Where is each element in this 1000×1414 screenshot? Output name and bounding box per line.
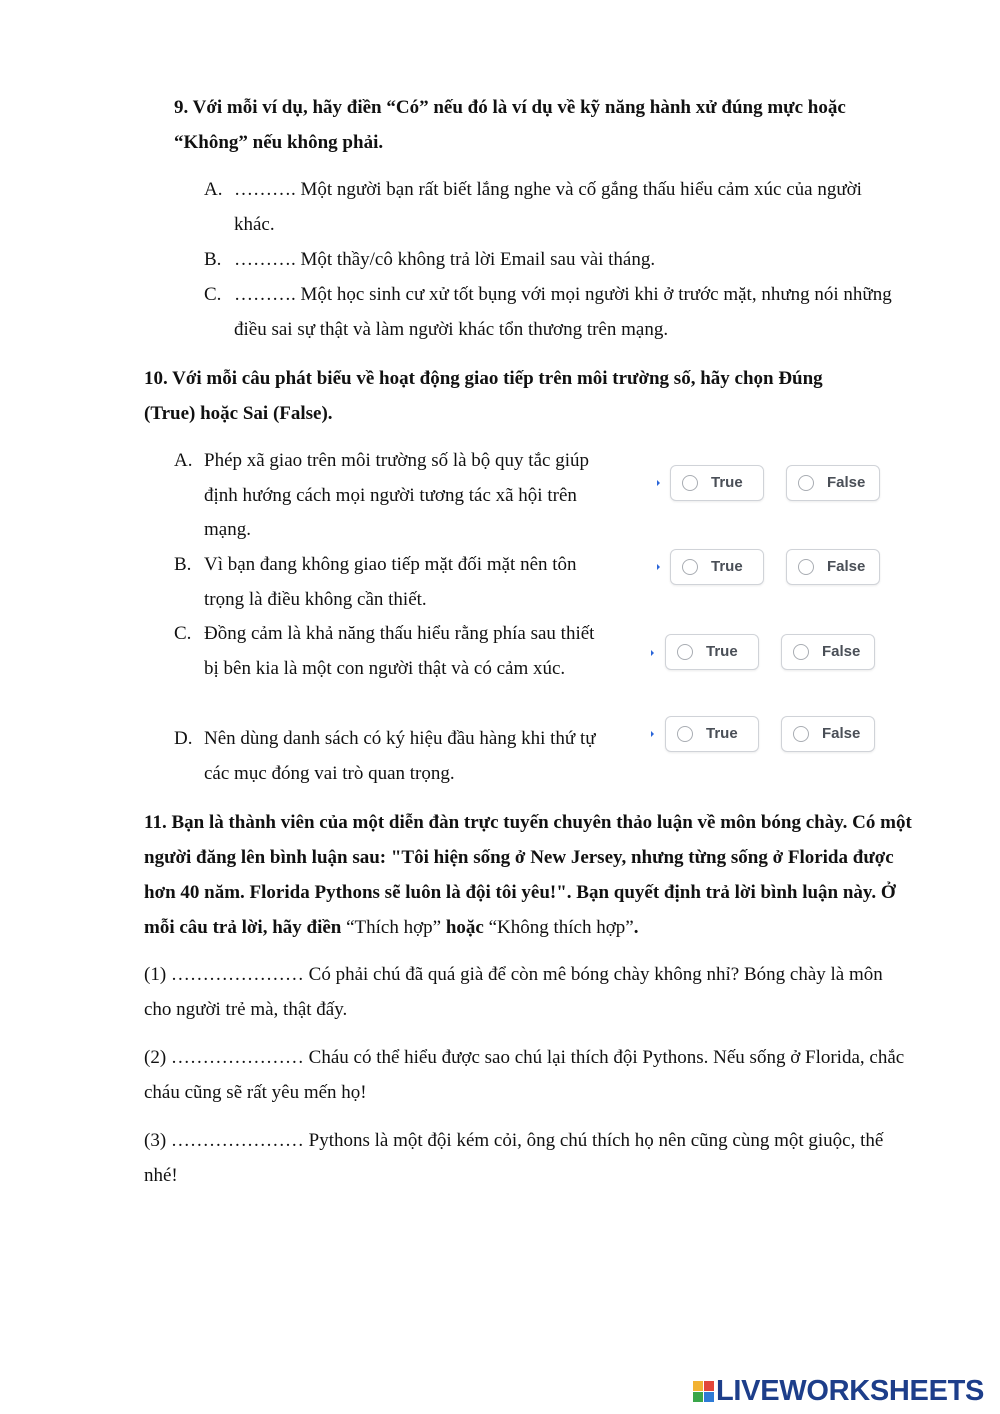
liveworksheets-logo	[693, 1374, 985, 1407]
q9-title-line1: 9. Với mỗi ví dụ, hãy điền “Có” nếu đó là ví dụ về kỹ năng hành xử đúng mực hoặc	[174, 97, 846, 118]
q10-statement-letter: D.	[174, 728, 193, 749]
cursor-marker	[651, 731, 654, 737]
cursor-marker	[657, 564, 660, 570]
q10-statement-b	[174, 548, 614, 617]
q10-statement-text: Phép xã giao trên môi trường số là bộ quy tắc giúp định hướng cách mọi người tương tác xã hội trên mạng.	[204, 450, 589, 540]
q10-b-true-radio[interactable]	[670, 549, 764, 585]
radio-circle-icon	[798, 559, 814, 575]
q10-statement-letter: C.	[174, 623, 192, 644]
q9-title-line2: “Không” nếu không phải.	[174, 132, 384, 153]
radio-circle-icon	[677, 644, 693, 660]
q11-answer-1: (1) ………………… Có phải chú đã quá già để còn mê bóng chày không nhỉ? Bóng chày là môn cho người trẻ mà, thật đấy.	[144, 964, 883, 1020]
q10-c-true-radio[interactable]	[665, 634, 759, 670]
q10-statement-c	[174, 617, 604, 686]
false-label: False	[822, 725, 861, 742]
q10-d-false-radio[interactable]	[781, 716, 875, 752]
q11-choice-fit: “Thích hợp”	[341, 917, 446, 938]
true-label: True	[711, 558, 743, 575]
q11-choice-unfit: “Không thích hợp”	[483, 917, 634, 938]
q10-statement-letter: B.	[174, 554, 192, 575]
q10-a-false-radio[interactable]	[786, 465, 880, 501]
q10-title-line1: 10. Với mỗi câu phát biểu về hoạt động giao tiếp trên môi trường số, hãy chọn Đúng	[144, 368, 823, 389]
radio-circle-icon	[677, 726, 693, 742]
false-label: False	[827, 558, 866, 575]
q11-answer-3: (3) ………………… Pythons là một đội kém cỏi, ông chú thích họ nên cũng cùng một giuộc, thế nhé!	[144, 1130, 884, 1186]
q9-title	[174, 90, 934, 160]
true-label: True	[706, 643, 738, 660]
false-label: False	[822, 643, 861, 660]
q10-title	[144, 361, 904, 431]
q11-answer-2: (2) ………………… Cháu có thể hiểu được sao chú lại thích đội Pythons. Nếu sống ở Florida, chắc cháu cũng sẽ rất yêu mến họ!	[144, 1047, 905, 1103]
q9-option-a	[204, 173, 904, 242]
false-label: False	[827, 474, 866, 491]
cursor-marker	[657, 480, 660, 486]
q10-statement-a	[174, 444, 614, 548]
cursor-marker	[651, 650, 654, 656]
liveworksheets-logo-icon	[693, 1381, 714, 1402]
brand-name: LIVEWORKSHEETS	[716, 1374, 985, 1407]
q9-option-letter: B.	[204, 249, 222, 270]
radio-circle-icon	[682, 559, 698, 575]
q10-statement-text: Đồng cảm là khả năng thấu hiểu rằng phía sau thiết bị bên kia là một con người thật và có cảm xúc.	[204, 623, 595, 679]
q10-statement-text: Nên dùng danh sách có ký hiệu đầu hàng khi thứ tự các mục đóng vai trò quan trọng.	[204, 728, 596, 784]
q11-title-bold: 11. Bạn là thành viên của một diễn đàn trực tuyến chuyên thảo luận về môn bóng chày. Có một người đăng lên bình luận sau: "Tôi hiện sống ở New Jersey, nhưng từng sống ở Florida được hơn 40 năm. Florida Pythons sẽ luôn là đội tôi yêu!". Bạn quyết định trả lời bình luận này. Ở mỗi câu trả lời, hãy điền	[144, 812, 912, 938]
q10-d-true-radio[interactable]	[665, 716, 759, 752]
q9-option-letter: C.	[204, 284, 222, 305]
q10-statement-text: Vì bạn đang không giao tiếp mặt đối mặt nên tôn trọng là điều không cần thiết.	[204, 554, 577, 610]
true-label: True	[706, 725, 738, 742]
q9-option-text: ………. Một người bạn rất biết lắng nghe và cố gắng thấu hiểu cảm xúc của người khác.	[234, 179, 862, 235]
q11-title	[144, 805, 914, 945]
q9-option-text: ………. Một học sinh cư xử tốt bụng với mọi người khi ở trước mặt, nhưng nói những điều sai sự thật và làm người khác tổn thương trên mạng.	[234, 284, 892, 340]
q10-a-true-radio[interactable]	[670, 465, 764, 501]
q11-end-mark: .	[633, 917, 639, 938]
true-label: True	[711, 474, 743, 491]
q10-statement-letter: A.	[174, 450, 193, 471]
q10-statement-d	[174, 722, 614, 791]
q9-option-text: ………. Một thầy/cô không trả lời Email sau vài tháng.	[234, 249, 656, 270]
radio-circle-icon	[793, 644, 809, 660]
q10-title-line2: (True) hoặc Sai (False).	[144, 403, 333, 424]
q9-option-letter: A.	[204, 179, 223, 200]
radio-circle-icon	[798, 475, 814, 491]
radio-circle-icon	[793, 726, 809, 742]
radio-circle-icon	[682, 475, 698, 491]
q11-connector: hoặc	[445, 917, 484, 938]
q9-option-c	[204, 278, 894, 347]
q9-option-b	[204, 243, 904, 278]
q10-c-false-radio[interactable]	[781, 634, 875, 670]
q10-b-false-radio[interactable]	[786, 549, 880, 585]
